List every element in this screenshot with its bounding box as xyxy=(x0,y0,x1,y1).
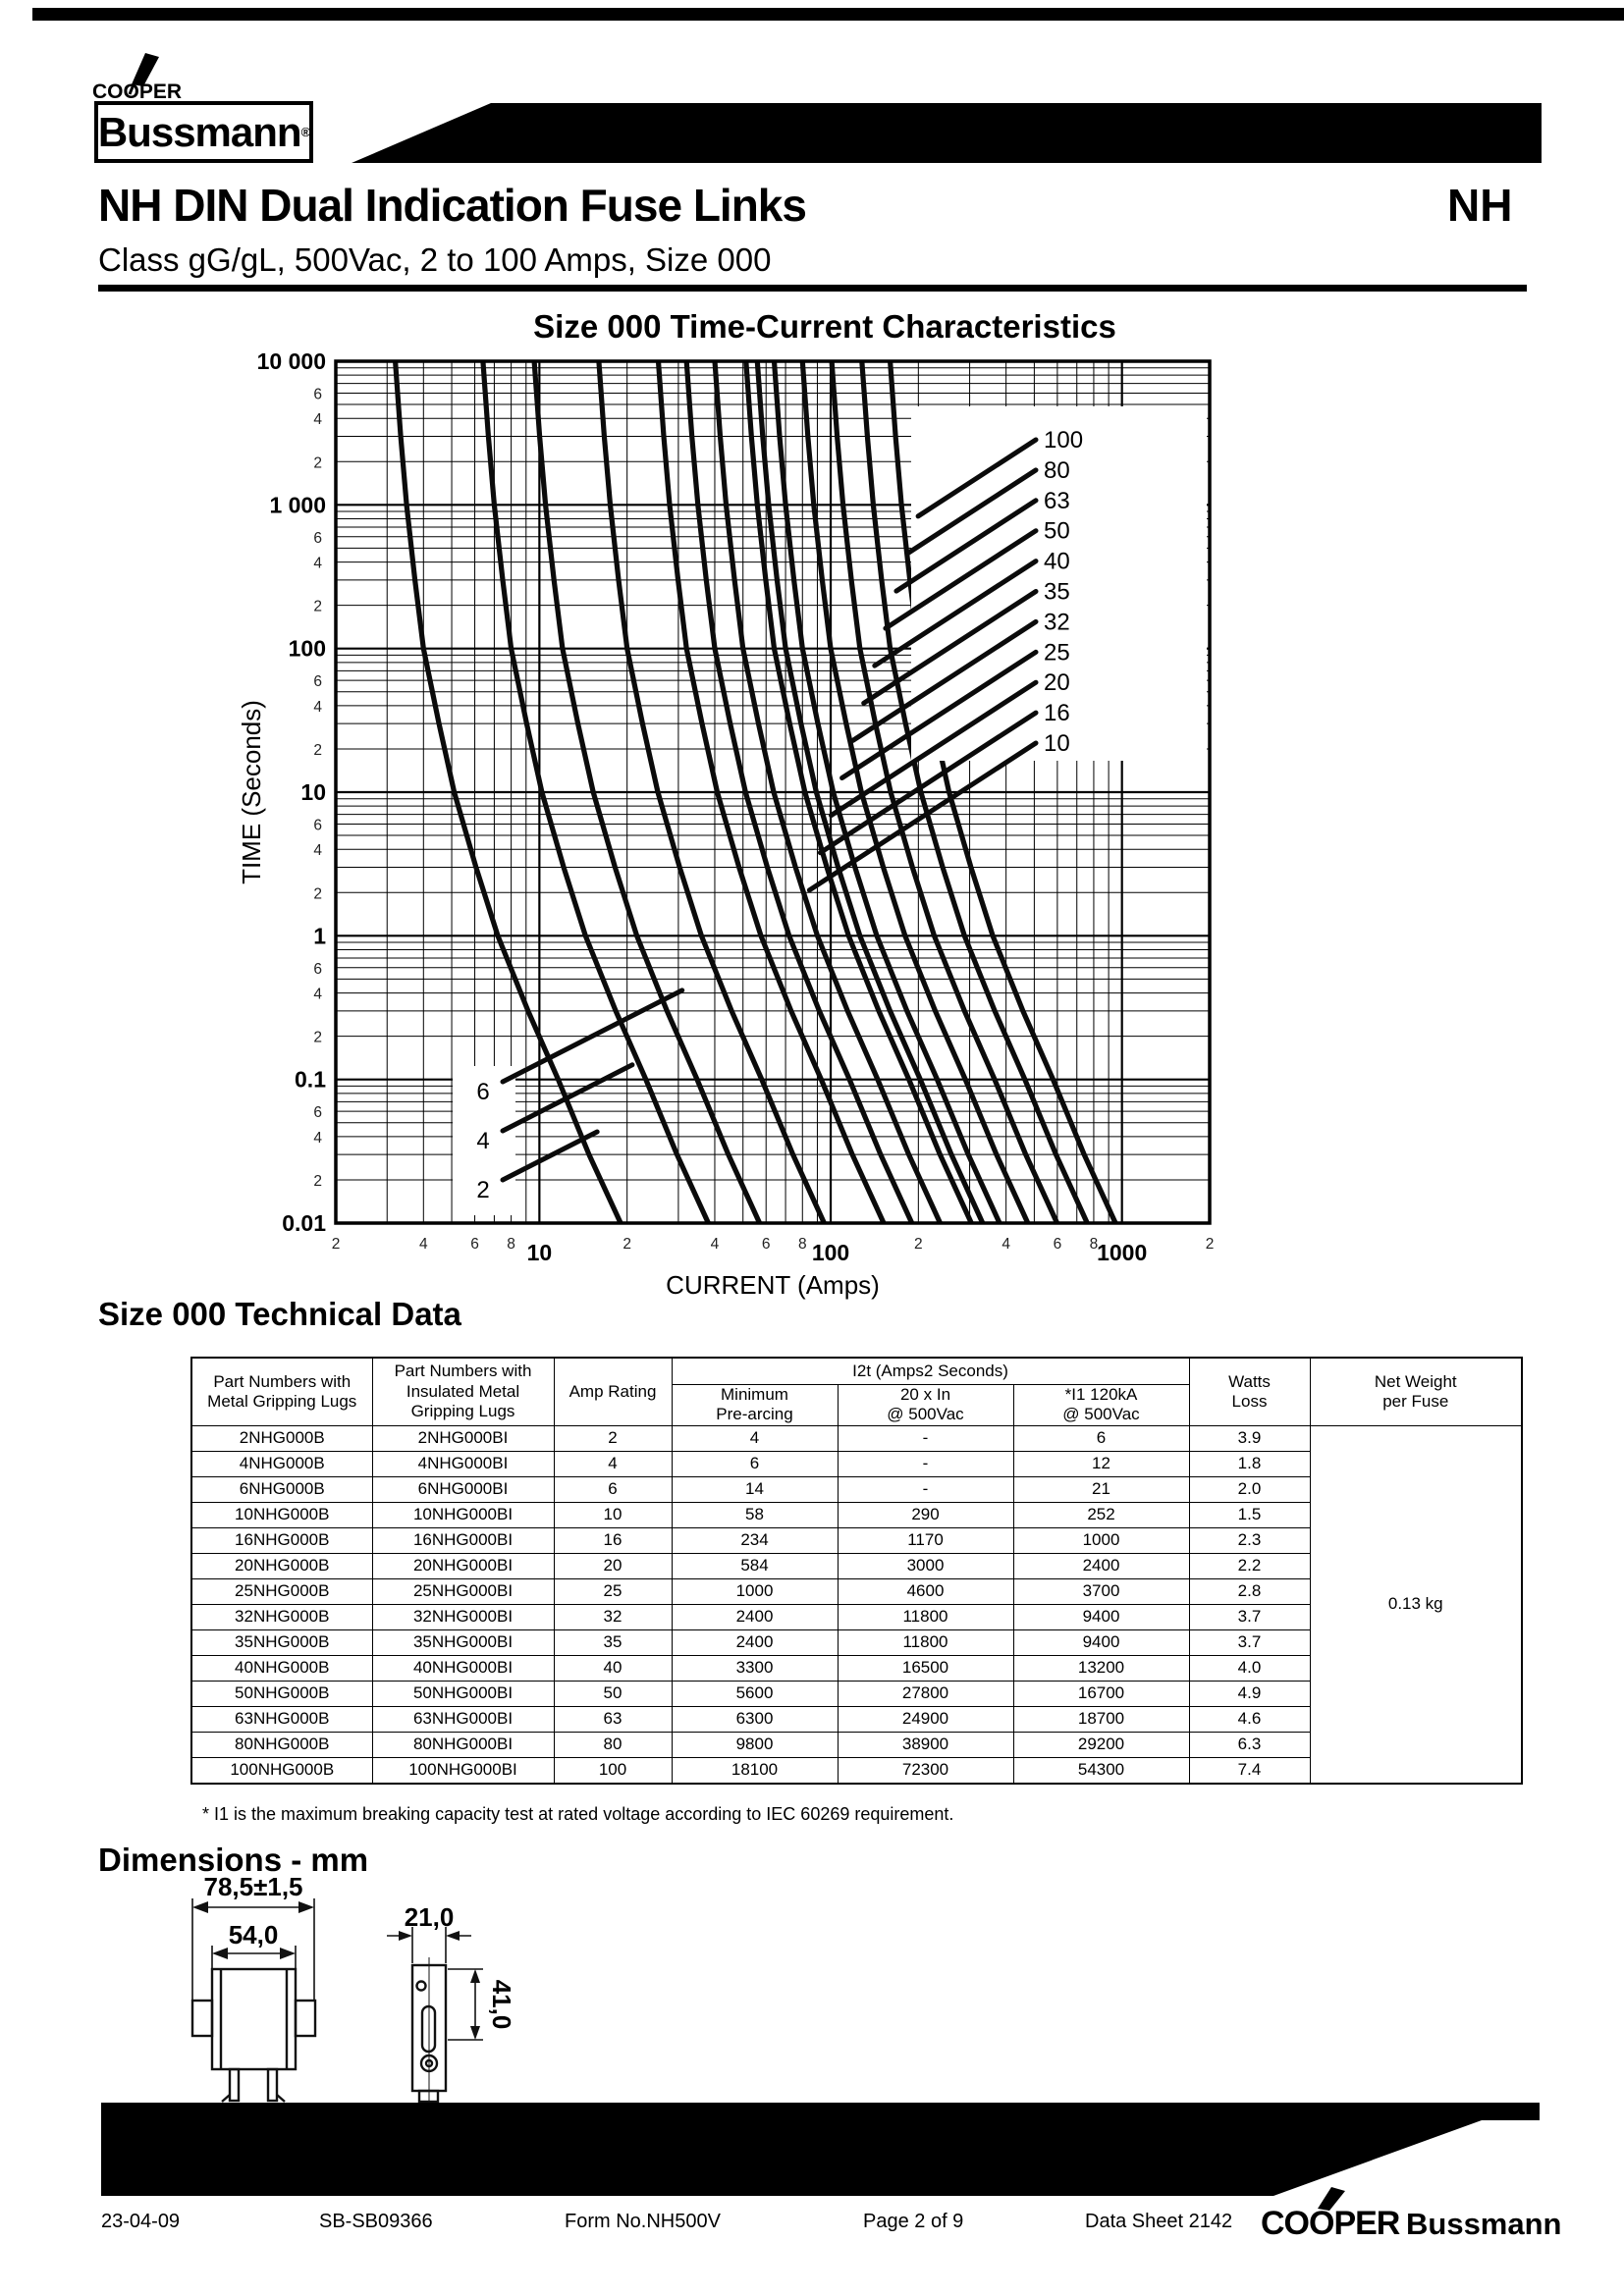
col-header-net-weight: Net Weight per Fuse xyxy=(1310,1358,1522,1425)
table-cell: 7.4 xyxy=(1189,1757,1310,1784)
legend-label-6A: 6 xyxy=(476,1079,490,1105)
x-minor-label: 8 xyxy=(507,1236,515,1253)
registered-mark: ® xyxy=(300,124,310,139)
table-cell: - xyxy=(838,1476,1013,1502)
table-cell: 35 xyxy=(554,1629,672,1655)
y-minor-label: 2 xyxy=(313,885,322,903)
x-minor-label: 2 xyxy=(331,1236,341,1253)
table-cell: 2.3 xyxy=(1189,1527,1310,1553)
legend-label-32A: 32 xyxy=(1044,609,1070,636)
table-cell: 18100 xyxy=(672,1757,838,1784)
table-cell: 4.9 xyxy=(1189,1681,1310,1706)
header-text-part: t (Amps xyxy=(866,1361,924,1380)
cooper-logo xyxy=(88,49,226,102)
dim-body-label: 54,0 xyxy=(228,1920,279,1949)
footer-date: 23-04-09 xyxy=(101,2211,181,2232)
table-cell: 50NHG000BI xyxy=(372,1681,554,1706)
x-major-label: 100 xyxy=(811,1240,850,1265)
header-text-part: n xyxy=(941,1385,951,1404)
footnote-text-part: * I xyxy=(202,1804,220,1824)
dimensions-heading: Dimensions - mm xyxy=(98,1842,369,1878)
legend-leader-line xyxy=(503,1065,632,1131)
table-cell: 25 xyxy=(554,1578,672,1604)
header-banner xyxy=(352,103,1542,163)
technical-data-heading: Size 000 Technical Data xyxy=(98,1296,461,1332)
dimension-drawings xyxy=(0,1865,1624,2109)
cooper-logo-text: COOPER xyxy=(92,80,183,102)
table-cell: 10NHG000BI xyxy=(372,1502,554,1527)
page-subtitle: Class gG/gL, 500Vac, 2 to 100 Amps, Size 000 xyxy=(98,241,772,278)
table-cell: 38900 xyxy=(838,1732,1013,1757)
footnote-text-part: 1 xyxy=(219,1804,230,1824)
header-text-part: 20 x I xyxy=(899,1385,942,1404)
table-cell: 13200 xyxy=(1013,1655,1189,1681)
y-minor-label: 4 xyxy=(313,842,322,860)
cooper-bussmann-logo xyxy=(1259,2187,1593,2250)
header-text-part: *I xyxy=(1064,1385,1076,1404)
y-minor-label: 4 xyxy=(313,411,322,429)
x-major-label: 10 xyxy=(526,1240,553,1265)
table-cell: 10 xyxy=(554,1502,672,1527)
table-cell: 3300 xyxy=(672,1655,838,1681)
table-cell: 4 xyxy=(554,1451,672,1476)
legend-label-2A: 2 xyxy=(476,1177,490,1203)
header-text-part: Seconds) xyxy=(933,1361,1008,1380)
table-cell: 584 xyxy=(672,1553,838,1578)
top-rule-bar xyxy=(32,8,1624,21)
table-cell: 6 xyxy=(554,1476,672,1502)
legend-label-4A: 4 xyxy=(476,1128,490,1154)
table-cell: 12 xyxy=(1013,1451,1189,1476)
table-cell: 6.3 xyxy=(1189,1732,1310,1757)
legend-leader-line xyxy=(809,743,1036,890)
table-cell: 2.2 xyxy=(1189,1553,1310,1578)
y-major-label: 10 xyxy=(300,779,326,805)
dim-height-label: 41,0 xyxy=(487,1979,516,2030)
table-cell: 63NHG000B xyxy=(191,1706,372,1732)
table-cell: 10NHG000B xyxy=(191,1502,372,1527)
legend-label-20A: 20 xyxy=(1044,669,1070,697)
y-minor-label: 2 xyxy=(313,741,322,759)
table-cell: 4NHG000B xyxy=(191,1451,372,1476)
legend-label-35A: 35 xyxy=(1044,578,1070,606)
table-cell: - xyxy=(838,1451,1013,1476)
y-major-label: 1 000 xyxy=(269,492,326,518)
table-cell: 234 xyxy=(672,1527,838,1553)
header-text-part: 2 xyxy=(923,1361,934,1380)
table-cell: 2.0 xyxy=(1189,1476,1310,1502)
y-major-label: 10 000 xyxy=(256,348,326,374)
x-minor-label: 6 xyxy=(1053,1236,1062,1253)
table-cell: 80NHG000BI xyxy=(372,1732,554,1757)
x-minor-label: 4 xyxy=(418,1236,428,1253)
table-footnote xyxy=(202,1804,953,1825)
footer-doc-number: SB-SB09366 xyxy=(319,2211,433,2232)
table-cell: 9400 xyxy=(1013,1629,1189,1655)
x-minor-label: 8 xyxy=(797,1236,807,1253)
table-cell: 11800 xyxy=(838,1629,1013,1655)
col-header-part-insulated: Part Numbers with Insulated Metal Gripping Lugs xyxy=(372,1358,554,1425)
table-cell: 2400 xyxy=(1013,1553,1189,1578)
table-cell: 58 xyxy=(672,1502,838,1527)
table-cell: 252 xyxy=(1013,1502,1189,1527)
table-cell: 3700 xyxy=(1013,1578,1189,1604)
table-cell: 21 xyxy=(1013,1476,1189,1502)
table-cell: 16NHG000B xyxy=(191,1527,372,1553)
table-cell: 24900 xyxy=(838,1706,1013,1732)
footnote-text-part: is the maximum breaking capacity test at rated voltage according to IEC 60269 requirement. xyxy=(229,1804,954,1824)
chart-title: Size 000 Time-Current Characteristics xyxy=(533,308,1116,345)
table-cell: 20 xyxy=(554,1553,672,1578)
table-cell: 100NHG000B xyxy=(191,1757,372,1784)
table-cell: 6NHG000B xyxy=(191,1476,372,1502)
table-cell: 29200 xyxy=(1013,1732,1189,1757)
table-cell: 290 xyxy=(838,1502,1013,1527)
col-header-20xin: 20 x In @ 500Vac xyxy=(838,1385,1013,1426)
table-cell: 40 xyxy=(554,1655,672,1681)
table-cell: 50 xyxy=(554,1681,672,1706)
col-header-i1-120ka: *I1 120kA @ 500Vac xyxy=(1013,1385,1189,1426)
table-cell: 16500 xyxy=(838,1655,1013,1681)
footer-form-number: Form No.NH500V xyxy=(565,2211,721,2232)
table-cell: 2.8 xyxy=(1189,1578,1310,1604)
table-cell: 1000 xyxy=(672,1578,838,1604)
legend-label-10A: 10 xyxy=(1044,730,1070,757)
table-cell: 4.0 xyxy=(1189,1655,1310,1681)
dim-overall-label: 78,5±1,5 xyxy=(203,1872,303,1901)
legend-label-63A: 63 xyxy=(1044,487,1070,514)
x-minor-label: 4 xyxy=(1001,1236,1010,1253)
x-minor-label: 6 xyxy=(761,1236,771,1253)
legend-label-40A: 40 xyxy=(1044,548,1070,575)
x-minor-label: 8 xyxy=(1089,1236,1099,1253)
x-axis-tick-labels xyxy=(332,1236,1215,1265)
table-cell: 5600 xyxy=(672,1681,838,1706)
col-header-min-prearcing: Minimum Pre-arcing xyxy=(672,1385,838,1426)
fuse-front-view xyxy=(192,1969,315,2102)
table-cell: 6 xyxy=(1013,1425,1189,1451)
y-major-label: 0.01 xyxy=(282,1210,326,1236)
side-view-arrowheads xyxy=(399,1931,480,2040)
y-axis-tick-labels xyxy=(257,348,327,1236)
table-cell: 20NHG000B xyxy=(191,1553,372,1578)
table-cell: 100 xyxy=(554,1757,672,1784)
table-cell: 3.7 xyxy=(1189,1629,1310,1655)
col-header-part-metal: Part Numbers with Metal Gripping Lugs xyxy=(191,1358,372,1425)
col-header-watts-loss: Watts Loss xyxy=(1189,1358,1310,1425)
col-header-i2t xyxy=(672,1358,1189,1385)
x-minor-label: 2 xyxy=(914,1236,923,1253)
table-cell: 40NHG000B xyxy=(191,1655,372,1681)
table-cell: 4NHG000BI xyxy=(372,1451,554,1476)
legend-leader-line xyxy=(503,1132,597,1180)
header-text-part: 2 xyxy=(856,1361,867,1380)
y-minor-label: 6 xyxy=(313,673,322,691)
table-cell: 11800 xyxy=(838,1604,1013,1629)
y-minor-label: 2 xyxy=(313,598,322,615)
y-minor-label: 6 xyxy=(313,1104,322,1122)
table-cell: 25NHG000BI xyxy=(372,1578,554,1604)
header-rule xyxy=(98,285,1527,292)
y-minor-label: 2 xyxy=(313,454,322,472)
table-cell: 63 xyxy=(554,1706,672,1732)
y-minor-label: 2 xyxy=(313,1029,322,1046)
table-cell: 2NHG000B xyxy=(191,1425,372,1451)
table-cell: 4 xyxy=(672,1425,838,1451)
y-major-label: 100 xyxy=(288,635,326,662)
table-cell: 1170 xyxy=(838,1527,1013,1553)
table-cell: 2NHG000BI xyxy=(372,1425,554,1451)
table-cell: 63NHG000BI xyxy=(372,1706,554,1732)
legend-label-80A: 80 xyxy=(1044,456,1070,484)
table-cell: 2400 xyxy=(672,1629,838,1655)
table-cell: 3000 xyxy=(838,1553,1013,1578)
y-major-label: 0.1 xyxy=(295,1066,326,1093)
table-cell: 14 xyxy=(672,1476,838,1502)
y-minor-label: 6 xyxy=(313,386,322,403)
x-major-label: 1000 xyxy=(1097,1240,1148,1265)
y-axis-title: TIME (Seconds) xyxy=(237,700,266,884)
legend-label-50A: 50 xyxy=(1044,517,1070,545)
table-cell: 40NHG000BI xyxy=(372,1655,554,1681)
table-cell: 16700 xyxy=(1013,1681,1189,1706)
fuse-side-view xyxy=(412,1957,446,2107)
table-cell: 32NHG000BI xyxy=(372,1604,554,1629)
time-current-chart xyxy=(0,294,1624,1306)
table-row xyxy=(191,1425,1522,1451)
page-title: NH DIN Dual Indication Fuse Links xyxy=(98,180,806,231)
y-minor-label: 6 xyxy=(313,960,322,978)
table-cell: 6300 xyxy=(672,1706,838,1732)
x-axis-title: CURRENT (Amps) xyxy=(666,1270,880,1300)
col-header-amp-rating: Amp Rating xyxy=(554,1358,672,1425)
table-cell: 3.9 xyxy=(1189,1425,1310,1451)
table-cell: 3.7 xyxy=(1189,1604,1310,1629)
header-text-part: 120kA xyxy=(1085,1385,1138,1404)
y-minor-label: 4 xyxy=(313,555,322,572)
net-weight-value-cell: 0.13 kg xyxy=(1310,1425,1522,1784)
table-cell: 1.8 xyxy=(1189,1451,1310,1476)
x-minor-label: 2 xyxy=(1205,1236,1215,1253)
legend-label-100A: 100 xyxy=(1044,427,1084,454)
table-cell: 27800 xyxy=(838,1681,1013,1706)
table-cell: 16 xyxy=(554,1527,672,1553)
y-minor-label: 4 xyxy=(313,698,322,716)
table-cell: 80NHG000B xyxy=(191,1732,372,1757)
table-cell: 2 xyxy=(554,1425,672,1451)
table-cell: 32NHG000B xyxy=(191,1604,372,1629)
footer-datasheet-number: Data Sheet 2142 xyxy=(1085,2211,1233,2232)
header-text-part: I xyxy=(852,1361,857,1380)
legend-label-16A: 16 xyxy=(1044,700,1070,727)
table-cell: 72300 xyxy=(838,1757,1013,1784)
table-cell: 9800 xyxy=(672,1732,838,1757)
table-cell: 35NHG000B xyxy=(191,1629,372,1655)
legend-label-25A: 25 xyxy=(1044,639,1070,667)
x-minor-label: 6 xyxy=(470,1236,479,1253)
technical-data-table xyxy=(190,1357,1523,1785)
header-text-part: 1 xyxy=(1075,1385,1086,1404)
bussmann-logo-text: Bussmann xyxy=(97,108,301,155)
footer-banner xyxy=(101,2103,1540,2196)
table-cell: 6NHG000BI xyxy=(372,1476,554,1502)
table-cell: 1.5 xyxy=(1189,1502,1310,1527)
table-cell: 4600 xyxy=(838,1578,1013,1604)
table-cell: 100NHG000BI xyxy=(372,1757,554,1784)
footer-page-number: Page 2 of 9 xyxy=(863,2211,964,2232)
table-cell: 32 xyxy=(554,1604,672,1629)
footer-logo-cooper-text: COOPER xyxy=(1261,2205,1400,2242)
y-major-label: 1 xyxy=(313,923,326,949)
y-minor-label: 4 xyxy=(313,1129,322,1147)
y-minor-label: 6 xyxy=(313,529,322,547)
table-cell: 20NHG000BI xyxy=(372,1553,554,1578)
table-cell: 35NHG000BI xyxy=(372,1629,554,1655)
x-minor-label: 2 xyxy=(623,1236,631,1253)
table-cell: 25NHG000B xyxy=(191,1578,372,1604)
table-cell: 16NHG000BI xyxy=(372,1527,554,1553)
table-cell: 1000 xyxy=(1013,1527,1189,1553)
page-code-nh: NH xyxy=(1447,180,1513,231)
table-cell: 54300 xyxy=(1013,1757,1189,1784)
y-minor-label: 6 xyxy=(313,817,322,834)
table-cell: 80 xyxy=(554,1732,672,1757)
table-cell: 18700 xyxy=(1013,1706,1189,1732)
table-cell: 6 xyxy=(672,1451,838,1476)
table-cell: 9400 xyxy=(1013,1604,1189,1629)
x-minor-label: 4 xyxy=(710,1236,720,1253)
y-minor-label: 4 xyxy=(313,986,322,1003)
table-cell: - xyxy=(838,1425,1013,1451)
footer-logo-bussmann-text: Bussmann xyxy=(1406,2207,1562,2241)
table-cell: 50NHG000B xyxy=(191,1681,372,1706)
table-cell: 2400 xyxy=(672,1604,838,1629)
dim-depth-label: 21,0 xyxy=(404,1902,455,1932)
bussmann-logo-box xyxy=(94,101,313,163)
table-cell: 4.6 xyxy=(1189,1706,1310,1732)
y-minor-label: 2 xyxy=(313,1172,322,1190)
